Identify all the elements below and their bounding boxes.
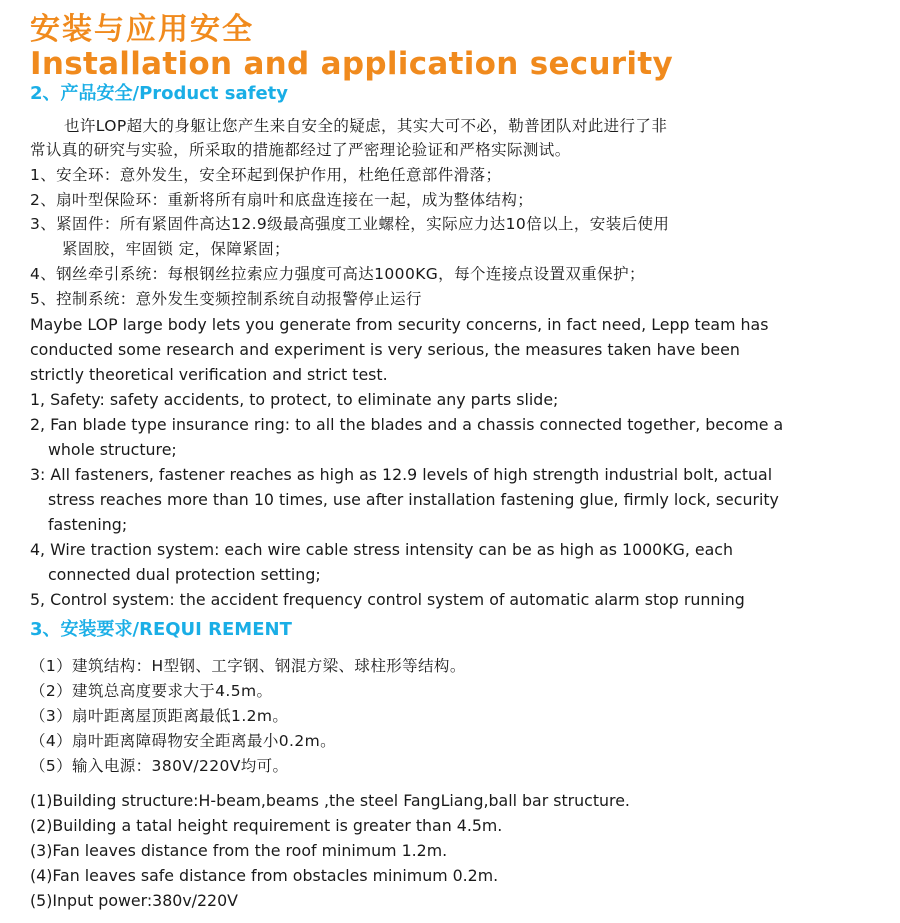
safety-cn-line: 紧固胶，牢固锁 定，保障紧固；	[62, 240, 290, 258]
requirement-en-line: (3)Fan leaves distance from the roof minimum 1.2m.	[30, 841, 448, 860]
safety-en-line: Maybe LOP large body lets you generate from security concerns, in fact need, Lepp team has	[30, 315, 769, 334]
safety-cn-line: 3、紧固件：所有紧固件高达12.9级最高强度工业螺栓，实际应力达10倍以上，安装后使用	[30, 215, 670, 233]
section-heading-product-safety: 2、产品安全/Product safety	[30, 83, 289, 104]
requirement-en-line: (4)Fan leaves safe distance from obstacles minimum 0.2m.	[30, 866, 499, 885]
safety-cn-line: 5、控制系统：意外发生变频控制系统自动报警停止运行	[30, 290, 422, 308]
safety-en-line: 3: All fasteners, fastener reaches as high as 12.9 levels of high strength industrial bolt, actual	[30, 465, 773, 484]
safety-en-line: whole structure;	[48, 440, 177, 459]
page-title-english: Installation and application security	[30, 46, 673, 82]
safety-en-line: 4, Wire traction system: each wire cable stress intensity can be as high as 1000KG, each	[30, 540, 733, 559]
safety-en-line: strictly theoretical verification and strict test.	[30, 365, 388, 384]
requirement-cn-line: （4）扇叶距离障碍物安全距离最小0.2m。	[30, 732, 337, 750]
safety-en-line: connected dual protection setting;	[48, 565, 321, 584]
requirement-cn-line: （3）扇叶距离屋顶距离最低1.2m。	[30, 707, 289, 725]
requirement-en-line: (1)Building structure:H-beam,beams ,the steel FangLiang,ball bar structure.	[30, 791, 630, 810]
requirement-cn-line: （1）建筑结构：H型钢、工字钢、钢混方梁、球柱形等结构。	[30, 657, 466, 675]
section-heading-requirement: 3、安装要求/REQUI REMENT	[30, 619, 292, 640]
requirement-en-line: (5)Input power:380v/220V	[30, 891, 238, 910]
requirement-cn-line: （2）建筑总高度要求大于4.5m。	[30, 682, 273, 700]
safety-cn-line: 也许LOP超大的身躯让您产生来自安全的疑虑，其实大可不必，勒普团队对此进行了非	[64, 117, 668, 135]
safety-cn-line: 2、扇叶型保险环：重新将所有扇叶和底盘连接在一起，成为整体结构；	[30, 191, 534, 209]
safety-en-line: conducted some research and experiment is very serious, the measures taken have been	[30, 340, 740, 359]
safety-cn-line: 常认真的研究与实验，所采取的措施都经过了严密理论验证和严格实际测试。	[30, 141, 571, 159]
requirement-en-line: (2)Building a tatal height requirement is greater than 4.5m.	[30, 816, 503, 835]
requirement-cn-line: （5）输入电源：380V/220V均可。	[30, 757, 289, 775]
safety-en-line: 1, Safety: safety accidents, to protect, to eliminate any parts slide;	[30, 390, 559, 409]
safety-en-line: fastening;	[48, 515, 128, 534]
safety-en-line: 2, Fan blade type insurance ring: to all the blades and a chassis connected together, become a	[30, 415, 784, 434]
safety-en-line: stress reaches more than 10 times, use after installation fastening glue, firmly lock, security	[48, 490, 779, 509]
safety-cn-line: 1、安全环：意外发生，安全环起到保护作用，杜绝任意部件滑落；	[30, 166, 502, 184]
page-title-chinese: 安装与应用安全	[30, 12, 254, 47]
safety-cn-line: 4、钢丝牵引系统：每根钢丝拉索应力强度可高达1000KG，每个连接点设置双重保护；	[30, 265, 645, 283]
safety-en-line: 5, Control system: the accident frequency control system of automatic alarm stop running	[30, 590, 745, 609]
